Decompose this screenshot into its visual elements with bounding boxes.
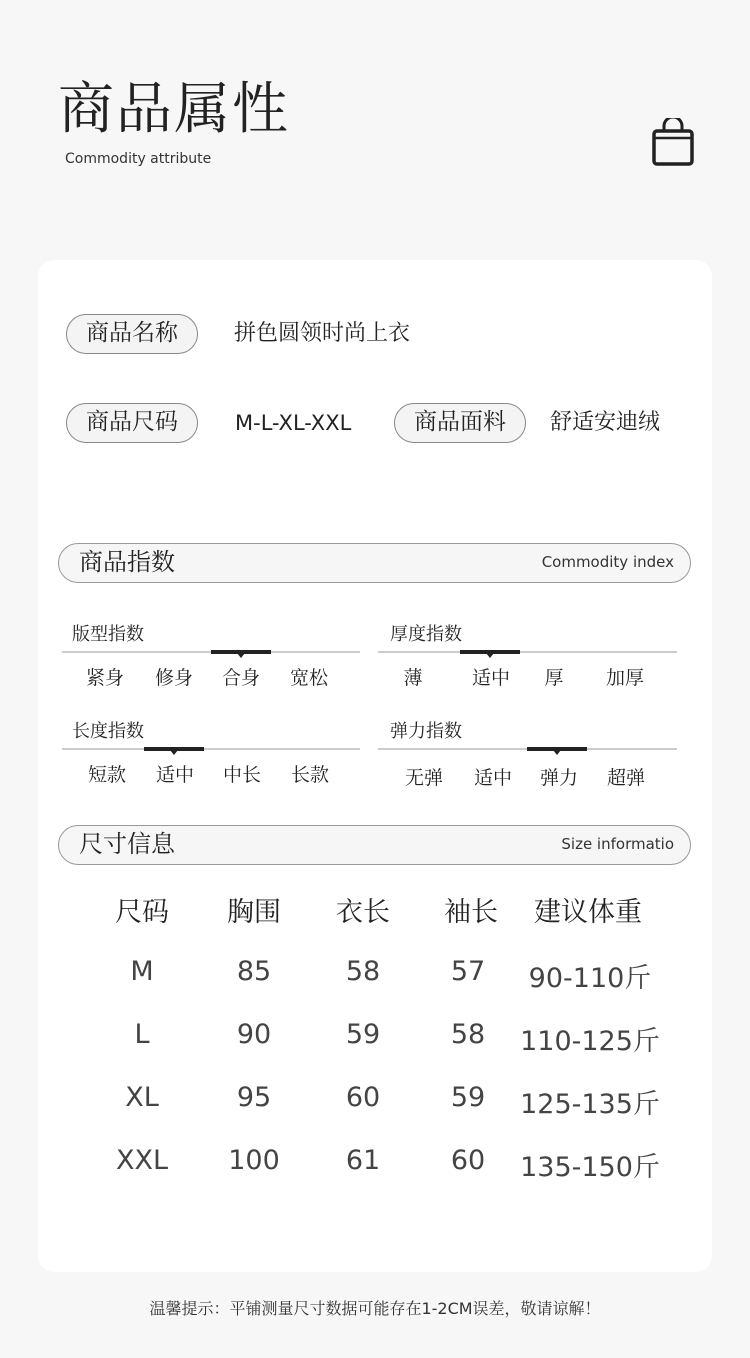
index-group-title: 长度指数: [72, 721, 144, 742]
table-header: 衣长: [336, 897, 390, 928]
table-cell: 60: [450, 1145, 486, 1176]
index-option: 加厚: [605, 667, 644, 689]
index-scale-line: [378, 748, 677, 750]
index-option: 短款: [87, 764, 126, 786]
index-option: 薄: [403, 667, 423, 689]
size-section-subtitle: Size informatio: [561, 835, 674, 853]
index-scale-line: [62, 651, 360, 653]
index-group-thickness: [378, 620, 677, 690]
table-cell: 59: [450, 1082, 486, 1113]
index-option: 适中: [473, 767, 512, 789]
table-header: 建议体重: [534, 897, 642, 928]
measurement-note: 温馨提示：平铺测量尺寸数据可能存在1-2CM误差，敬请谅解！: [149, 1299, 601, 1318]
index-scale-line: [62, 748, 360, 750]
size-table: [0, 890, 750, 1190]
table-cell: 100: [228, 1145, 280, 1176]
table-cell: 110-125斤: [520, 1026, 660, 1057]
index-option: 中长: [222, 764, 261, 786]
index-pointer: [170, 750, 178, 755]
name-label: 商品名称: [66, 314, 198, 354]
table-cell: 59: [345, 1019, 381, 1050]
page-title: 商品属性: [58, 77, 290, 142]
table-cell: 90: [236, 1019, 272, 1050]
table-cell: 135-150斤: [520, 1152, 660, 1183]
table-cell: 57: [450, 956, 486, 987]
index-group-elasticity: [378, 717, 677, 787]
size-label: 商品尺码: [66, 403, 198, 443]
index-group-title: 厚度指数: [390, 624, 462, 645]
index-option: 厚: [544, 667, 564, 689]
size-section-title: 尺寸信息: [79, 830, 175, 858]
name-value: 拼色圆领时尚上衣: [234, 321, 411, 346]
index-pointer: [237, 653, 245, 658]
table-cell: XXL: [115, 1145, 169, 1176]
shopping-bag-icon: [650, 118, 696, 168]
index-section-header: [58, 543, 691, 583]
table-header: 袖长: [444, 897, 498, 928]
table-cell: 58: [345, 956, 381, 987]
index-option-selected: 弹力: [539, 767, 578, 789]
index-option-selected: 适中: [471, 667, 510, 689]
size-value: M-L-XL-XXL: [235, 411, 352, 435]
index-section-subtitle: Commodity index: [541, 553, 674, 571]
table-header: 尺码: [115, 897, 169, 928]
table-cell: 58: [450, 1019, 486, 1050]
table-cell: 60: [345, 1082, 381, 1113]
index-option: 无弹: [404, 767, 443, 789]
index-option-selected: 合身: [221, 667, 260, 689]
table-cell: L: [134, 1019, 150, 1050]
table-cell: XL: [125, 1082, 159, 1113]
index-group-fit: [62, 620, 360, 690]
index-section-title: 商品指数: [79, 548, 175, 576]
index-scale-line: [378, 651, 677, 653]
index-option: 超弹: [606, 767, 645, 789]
index-option: 长款: [290, 764, 329, 786]
index-group-title: 版型指数: [72, 624, 144, 645]
table-cell: 90-110斤: [528, 963, 652, 994]
index-option: 宽松: [289, 667, 328, 689]
fabric-label: 商品面料: [394, 403, 526, 443]
index-option: 紧身: [85, 667, 124, 689]
index-group-title: 弹力指数: [390, 721, 462, 742]
table-cell: 85: [236, 956, 272, 987]
index-option-selected: 适中: [155, 764, 194, 786]
index-group-length: [62, 717, 360, 787]
table-cell: M: [130, 956, 154, 987]
table-header: 胸围: [227, 897, 281, 928]
table-cell: 125-135斤: [520, 1089, 660, 1120]
fabric-value: 舒适安迪绒: [550, 410, 661, 435]
index-pointer: [553, 750, 561, 755]
index-option: 修身: [154, 667, 193, 689]
table-cell: 61: [345, 1145, 381, 1176]
index-pointer: [486, 653, 494, 658]
page-subtitle: Commodity attribute: [65, 151, 212, 167]
size-section-header: [58, 825, 691, 865]
table-cell: 95: [236, 1082, 272, 1113]
